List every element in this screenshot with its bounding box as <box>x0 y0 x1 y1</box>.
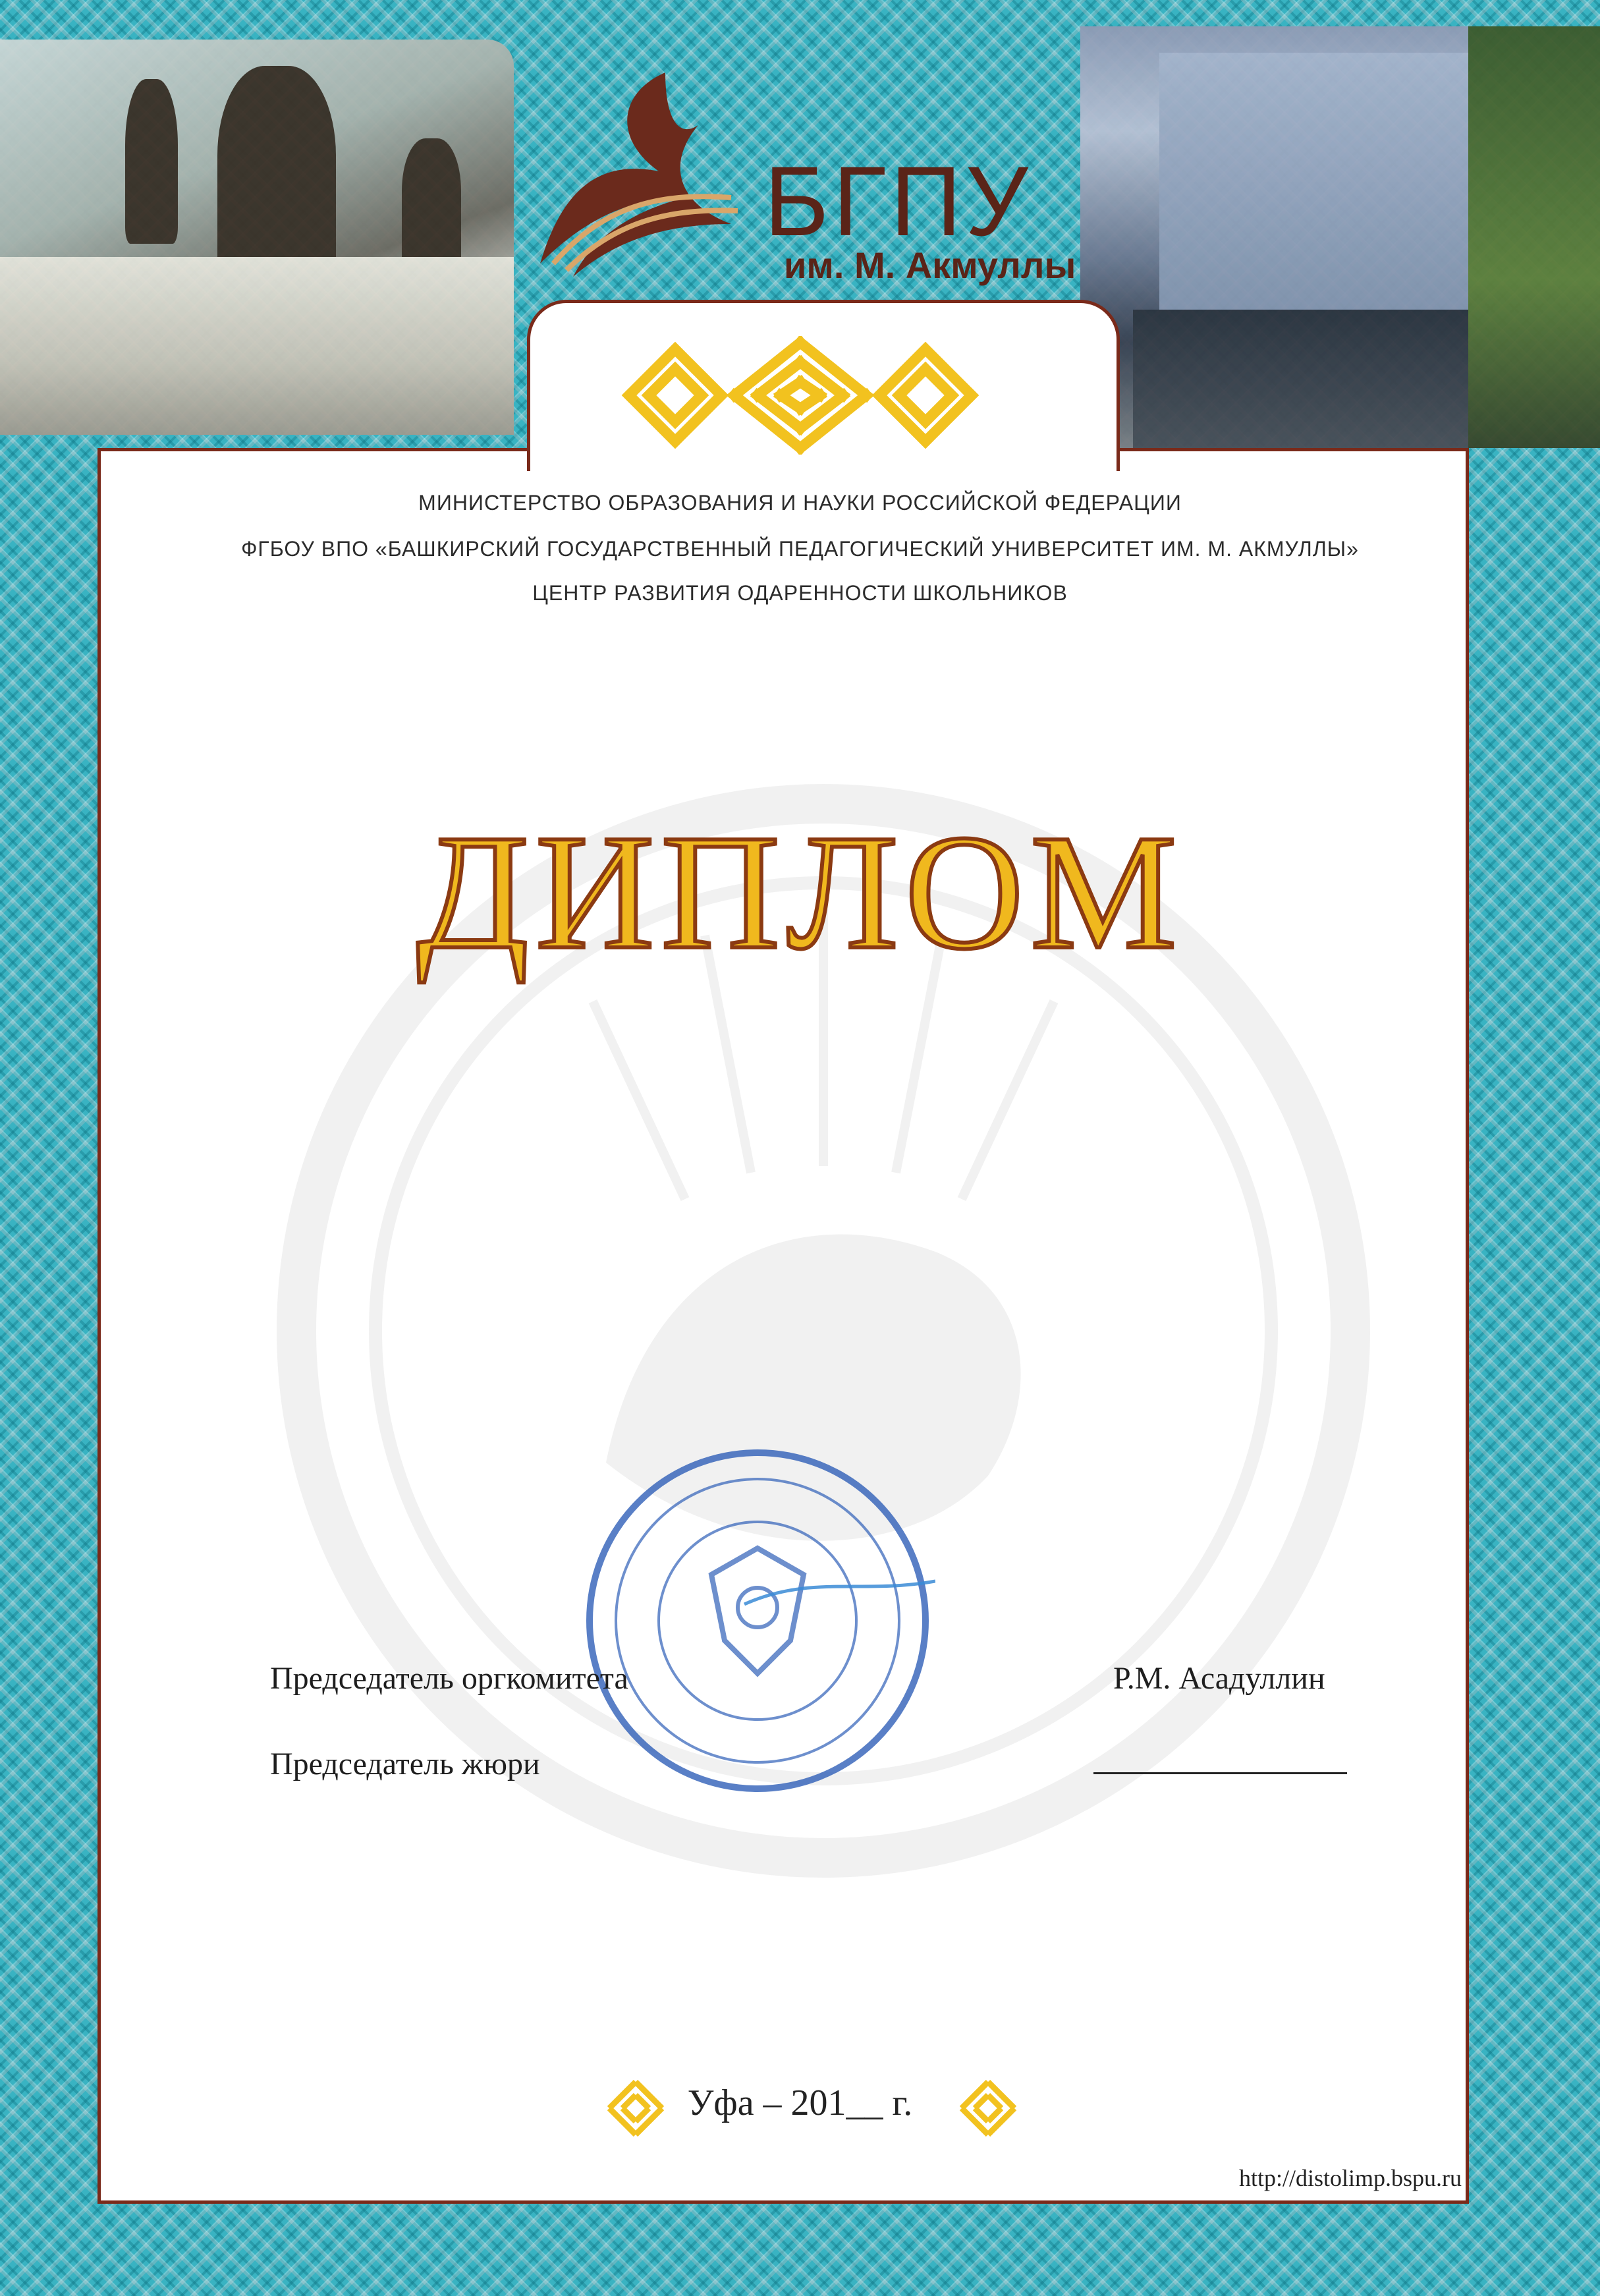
university-line: ФГБОУ ВПО «БАШКИРСКИЙ ГОСУДАРСТВЕННЫЙ ПЕДАГОГИЧЕСКИЙ УНИВЕРСИТЕТ ИМ. М. АКМУЛЛЫ» <box>241 537 1359 561</box>
logo-subtitle: им. М. Акмуллы <box>784 244 1076 286</box>
ministry-line: МИНИСТЕРСТВО ОБРАЗОВАНИЯ И НАУКИ РОССИЙСКОЙ ФЕДЕРАЦИИ <box>418 491 1182 515</box>
logo-title: БГПУ <box>764 146 1032 256</box>
university-building-photo <box>1080 26 1600 448</box>
center-line: ЦЕНТР РАЗВИТИЯ ОДАРЕННОСТИ ШКОЛЬНИКОВ <box>532 581 1068 605</box>
chair-org-label: Председатель оргкомитета <box>270 1661 628 1696</box>
chair-org-name: Р.М. Асадуллин <box>1113 1661 1325 1696</box>
diploma-title: ДИПЛОМ <box>416 801 1184 984</box>
city-year: Уфа – 201__ г. <box>687 2083 913 2123</box>
chair-jury-label: Председатель жюри <box>270 1747 540 1781</box>
top-ornament-icon <box>616 336 985 455</box>
university-logo <box>514 66 1080 286</box>
bgpu-logo-icon <box>514 66 751 283</box>
footer-ornament-right-icon <box>958 2079 1018 2138</box>
website-url: http://distolimp.bspu.ru <box>1238 2165 1462 2191</box>
official-stamp <box>580 1443 935 1799</box>
monument-photo <box>0 40 514 435</box>
jury-signature-line <box>1093 1772 1347 1774</box>
